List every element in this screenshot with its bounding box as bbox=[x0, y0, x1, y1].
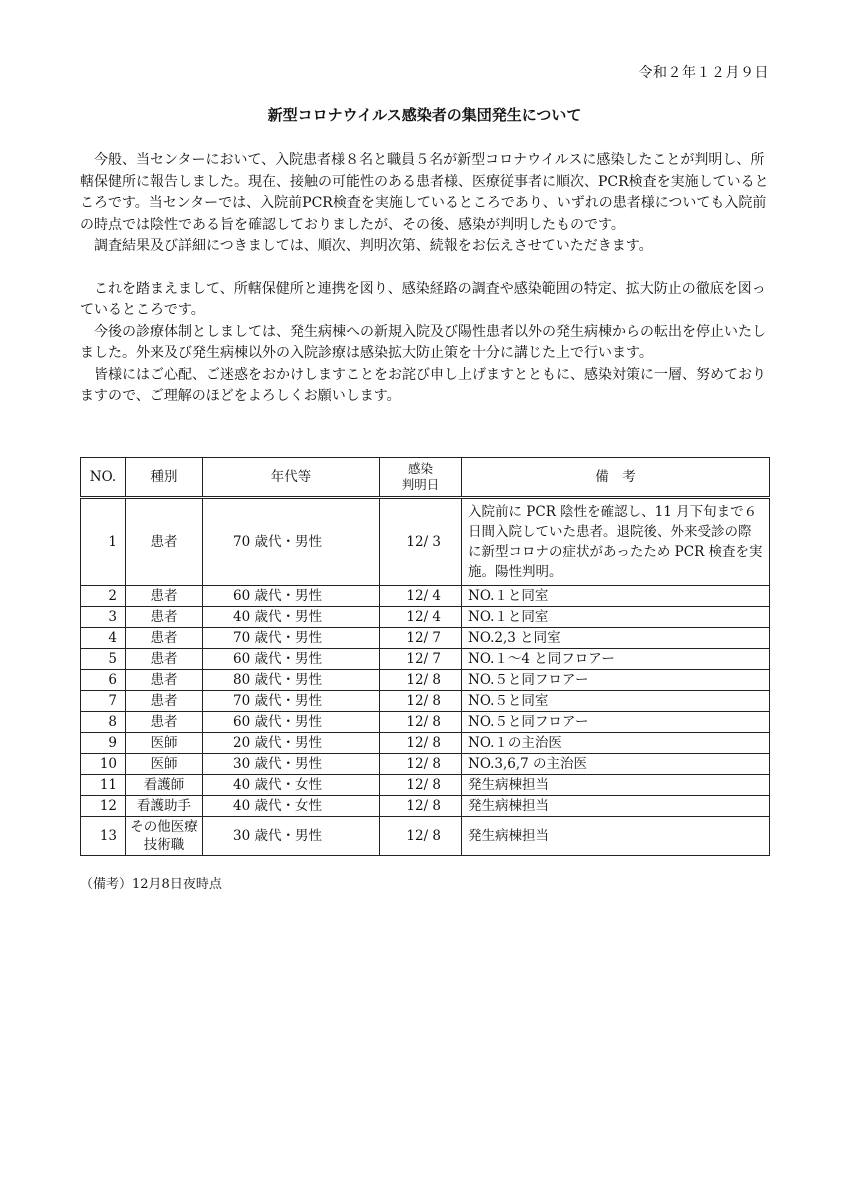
header-date-line2: 判明日 bbox=[401, 477, 440, 492]
cell-remarks: 発生病棟担当 bbox=[462, 796, 770, 817]
cell-type: 医師 bbox=[126, 754, 203, 775]
cell-type: 患者 bbox=[126, 498, 203, 586]
cell-type: 患者 bbox=[126, 712, 203, 733]
cell-remarks: NO.５と同フロアー bbox=[462, 712, 770, 733]
cell-age: 70 歳代・男性 bbox=[203, 628, 380, 649]
infection-table bbox=[80, 457, 770, 856]
cell-remarks: NO.１と同室 bbox=[462, 607, 770, 628]
paragraph-3: これを踏まえまして、所轄保健所と連携を図り、感染経路の調査や感染範囲の特定、拡大防止の徹底を図っているところです。 bbox=[80, 280, 766, 318]
header-age: 年代等 bbox=[203, 458, 380, 498]
table-row bbox=[81, 670, 770, 691]
cell-no: 5 bbox=[81, 649, 126, 670]
cell-remarks: NO.５と同室 bbox=[462, 691, 770, 712]
cell-age: 60 歳代・男性 bbox=[203, 586, 380, 607]
cell-date: 12/ 8 bbox=[380, 796, 462, 817]
cell-date: 12/ 8 bbox=[380, 712, 462, 733]
cell-remarks: 発生病棟担当 bbox=[462, 775, 770, 796]
cell-age: 20 歳代・男性 bbox=[203, 733, 380, 754]
cell-type: その他医療技術職 bbox=[126, 817, 203, 856]
cell-no: 12 bbox=[81, 796, 126, 817]
cell-no: 9 bbox=[81, 733, 126, 754]
cell-remarks: NO.５と同フロアー bbox=[462, 670, 770, 691]
cell-remarks: 入院前に PCR 陰性を確認し、11 月下旬まで６日間入院していた患者。退院後、外来受診の際に新型コロナの症状があったため PCR 検査を実施。陽性判明。 bbox=[462, 498, 770, 586]
cell-type: 患者 bbox=[126, 607, 203, 628]
cell-no: 3 bbox=[81, 607, 126, 628]
header-remarks: 備 考 bbox=[462, 458, 770, 498]
table-row bbox=[81, 498, 770, 586]
cell-no: 13 bbox=[81, 817, 126, 856]
cell-no: 4 bbox=[81, 628, 126, 649]
cell-type: 看護助手 bbox=[126, 796, 203, 817]
cell-age: 30 歳代・男性 bbox=[203, 754, 380, 775]
cell-type: 患者 bbox=[126, 649, 203, 670]
cell-remarks: NO.１～4 と同フロアー bbox=[462, 649, 770, 670]
table-row bbox=[81, 775, 770, 796]
table-row bbox=[81, 796, 770, 817]
table-row bbox=[81, 712, 770, 733]
cell-type: 患者 bbox=[126, 670, 203, 691]
cell-age: 60 歳代・男性 bbox=[203, 712, 380, 733]
paragraph-2: 調査結果及び詳細につきましては、順次、判明次第、続報をお伝えさせていただきます。 bbox=[94, 238, 653, 254]
cell-remarks: 発生病棟担当 bbox=[462, 817, 770, 856]
cell-age: 70 歳代・男性 bbox=[203, 691, 380, 712]
cell-age: 30 歳代・男性 bbox=[203, 817, 380, 856]
cell-no: 6 bbox=[81, 670, 126, 691]
cell-remarks: NO.１と同室 bbox=[462, 586, 770, 607]
table-row bbox=[81, 754, 770, 775]
table-note: （備考）12月8日夜時点 bbox=[80, 877, 222, 892]
table-row bbox=[81, 628, 770, 649]
cell-date: 12/ 8 bbox=[380, 754, 462, 775]
cell-date: 12/ 4 bbox=[380, 607, 462, 628]
table-header-row bbox=[81, 458, 770, 498]
cell-type: 医師 bbox=[126, 733, 203, 754]
cell-age: 40 歳代・男性 bbox=[203, 607, 380, 628]
paragraph-5: 皆様にはご心配、ご迷惑をおかけしますことをお詫び申し上げますとともに、感染対策に一層、努めておりますので、ご理解のほどをよろしくお願いします。 bbox=[80, 366, 766, 404]
cell-remarks: NO.１の主治医 bbox=[462, 733, 770, 754]
document-body bbox=[80, 150, 772, 408]
table-row bbox=[81, 586, 770, 607]
table-row bbox=[81, 691, 770, 712]
header-date bbox=[380, 458, 462, 498]
cell-date: 12/ 8 bbox=[380, 670, 462, 691]
header-type: 種別 bbox=[126, 458, 203, 498]
cell-date: 12/ 3 bbox=[380, 498, 462, 586]
cell-date: 12/ 7 bbox=[380, 649, 462, 670]
paragraph-4: 今後の診療体制としましては、発生病棟への新規入院及び陽性患者以外の発生病棟からの転出を停止いたしました。外来及び発生病棟以外の入院診療は感染拡大防止策を十分に講じた上で行います。 bbox=[80, 323, 766, 361]
header-date-line1: 感染 bbox=[407, 461, 433, 476]
cell-remarks: NO.2,3 と同室 bbox=[462, 628, 770, 649]
cell-date: 12/ 7 bbox=[380, 628, 462, 649]
cell-date: 12/ 8 bbox=[380, 733, 462, 754]
table-row bbox=[81, 649, 770, 670]
table-row bbox=[81, 607, 770, 628]
cell-date: 12/ 8 bbox=[380, 775, 462, 796]
document-title: 新型コロナウイルス感染者の集団発生について bbox=[267, 106, 582, 124]
cell-no: 2 bbox=[81, 586, 126, 607]
document-date: 令和２年１２月９日 bbox=[638, 65, 769, 81]
cell-type: 患者 bbox=[126, 586, 203, 607]
header-no: NO. bbox=[81, 458, 126, 498]
paragraph-1: 今般、当センターにおいて、入院患者様８名と職員５名が新型コロナウイルスに感染したことが判明し、所轄保健所に報告しました。現在、接触の可能性のある患者様、医療従事者に順次、PCR検査を実施しているところです。当センターでは、入院前PCR検査を実施しているところであり、いずれの患者様についても入院前の時点では陰性である旨を確認しておりましたが、その後、感染が判明したものです。 bbox=[80, 152, 769, 233]
cell-age: 80 歳代・男性 bbox=[203, 670, 380, 691]
table-row bbox=[81, 733, 770, 754]
cell-no: 1 bbox=[81, 498, 126, 586]
cell-no: 8 bbox=[81, 712, 126, 733]
cell-no: 11 bbox=[81, 775, 126, 796]
table-row bbox=[81, 817, 770, 856]
cell-type: 患者 bbox=[126, 691, 203, 712]
cell-age: 40 歳代・女性 bbox=[203, 775, 380, 796]
cell-age: 40 歳代・女性 bbox=[203, 796, 380, 817]
cell-date: 12/ 8 bbox=[380, 817, 462, 856]
cell-type: 看護師 bbox=[126, 775, 203, 796]
cell-age: 70 歳代・男性 bbox=[203, 498, 380, 586]
cell-type: 患者 bbox=[126, 628, 203, 649]
cell-date: 12/ 4 bbox=[380, 586, 462, 607]
cell-age: 60 歳代・男性 bbox=[203, 649, 380, 670]
cell-no: 7 bbox=[81, 691, 126, 712]
cell-remarks: NO.3,6,7 の主治医 bbox=[462, 754, 770, 775]
cell-no: 10 bbox=[81, 754, 126, 775]
cell-date: 12/ 8 bbox=[380, 691, 462, 712]
